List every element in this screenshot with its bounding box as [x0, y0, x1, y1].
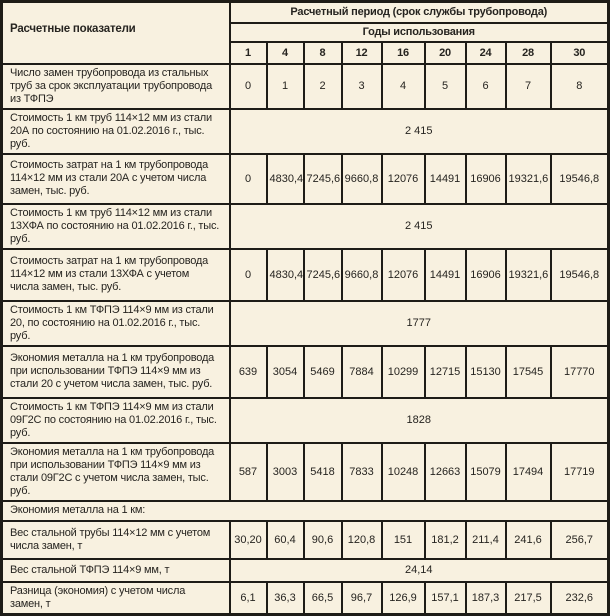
cell-value: 3: [342, 64, 382, 109]
cell-value: 7833: [342, 443, 382, 501]
table-row: [2, 249, 609, 301]
cell-value: 19546,8: [551, 154, 609, 204]
cell-value: 157,1: [425, 582, 466, 615]
merged-value: 1828: [230, 398, 609, 443]
cell-value: 12076: [382, 154, 425, 204]
cell-value: 217,5: [506, 582, 551, 615]
cell-value: 211,4: [466, 521, 506, 559]
row-label: Стоимость 1 км труб 114×12 мм из стали 20А по состоянию на 01.02.2016 г., тыс. руб.: [2, 109, 230, 154]
cell-value: 0: [230, 154, 267, 204]
row-label: Стоимость 1 км труб 114×12 мм из стали 13ХФА по состоянию на 01.02.2016 г., тыс. руб.: [2, 204, 230, 249]
table-row: [2, 154, 609, 204]
row-label: Стоимость 1 км ТФПЭ 114×9 мм из стали 09Г2С по состоянию на 01.02.2016 г., тыс. руб.: [2, 398, 230, 443]
cell-value: 5418: [304, 443, 342, 501]
cell-value: 6: [466, 64, 506, 109]
cell-value: 36,3: [267, 582, 304, 615]
years-header: Годы использования: [230, 23, 609, 42]
row-label: Стоимость затрат на 1 км трубопровода 114×12 мм из стали 13ХФА с учетом числа замен, тыс. руб.: [2, 249, 230, 301]
row-label: Вес стальной ТФПЭ 114×9 мм, т: [2, 559, 230, 582]
year-column-header: 28: [506, 42, 551, 64]
cell-value: 587: [230, 443, 267, 501]
cell-value: 126,9: [382, 582, 425, 615]
merged-value: 24,14: [230, 559, 609, 582]
cell-value: 4: [382, 64, 425, 109]
year-column-header: 20: [425, 42, 466, 64]
year-column-header: 12: [342, 42, 382, 64]
cell-value: 5469: [304, 346, 342, 398]
cell-value: 7245,6: [304, 154, 342, 204]
cell-value: 17770: [551, 346, 609, 398]
cell-value: 232,6: [551, 582, 609, 615]
year-column-header: 30: [551, 42, 609, 64]
table-header: [2, 2, 609, 64]
cell-value: 12663: [425, 443, 466, 501]
cell-value: 19546,8: [551, 249, 609, 301]
table-row: [2, 443, 609, 501]
cell-value: 90,6: [304, 521, 342, 559]
table-row: [2, 582, 609, 615]
cell-value: 10248: [382, 443, 425, 501]
cell-value: 6,1: [230, 582, 267, 615]
cell-value: 187,3: [466, 582, 506, 615]
year-column-header: 4: [267, 42, 304, 64]
cell-value: 7: [506, 64, 551, 109]
cell-value: 8: [551, 64, 609, 109]
cell-value: 12076: [382, 249, 425, 301]
cell-value: 15130: [466, 346, 506, 398]
row-label: Экономия металла на 1 км трубопровода при использовании ТФПЭ 114×9 мм из стали 20 с учетом числа замен, тыс. руб.: [2, 346, 230, 398]
cell-value: 30,20: [230, 521, 267, 559]
period-header: Расчетный период (срок службы трубопровода): [230, 2, 609, 23]
cell-value: 10299: [382, 346, 425, 398]
cell-value: 7245,6: [304, 249, 342, 301]
row-label: Вес стальной трубы 114×12 мм с учетом числа замен, т: [2, 521, 230, 559]
cell-value: 14491: [425, 154, 466, 204]
cell-value: 241,6: [506, 521, 551, 559]
corner-header: Расчетные показатели: [2, 2, 230, 64]
cell-value: 1: [267, 64, 304, 109]
merged-value: 2 415: [230, 109, 609, 154]
cell-value: 14491: [425, 249, 466, 301]
year-column-header: 8: [304, 42, 342, 64]
cell-value: 151: [382, 521, 425, 559]
cell-value: 5: [425, 64, 466, 109]
cell-value: 0: [230, 249, 267, 301]
cell-value: 17494: [506, 443, 551, 501]
row-label: Стоимость 1 км ТФПЭ 114×9 мм из стали 20, по состоянию на 01.02.2016 г., тыс. руб.: [2, 301, 230, 346]
cell-value: 9660,8: [342, 249, 382, 301]
cell-value: 15079: [466, 443, 506, 501]
row-label: Экономия металла на 1 км трубопровода при использовании ТФПЭ 114×9 мм из стали 09Г2С с учетом числа замен, тыс. руб.: [2, 443, 230, 501]
row-label: Стоимость затрат на 1 км трубопровода 114×12 мм из стали 20А с учетом числа замен, тыс. руб.: [2, 154, 230, 204]
year-column-header: 1: [230, 42, 267, 64]
year-column-header: 16: [382, 42, 425, 64]
cell-value: 4830,4: [267, 249, 304, 301]
cell-value: 3054: [267, 346, 304, 398]
cell-value: 256,7: [551, 521, 609, 559]
cell-value: 96,7: [342, 582, 382, 615]
cell-value: 17545: [506, 346, 551, 398]
header-row-period: [2, 2, 609, 23]
cell-value: 60,4: [267, 521, 304, 559]
cell-value: 639: [230, 346, 267, 398]
table-row: [2, 204, 609, 249]
row-label: Число замен трубопровода из стальных труб за срок эксплуатации трубопровода из ТФПЭ: [2, 64, 230, 109]
cell-value: 66,5: [304, 582, 342, 615]
table-row: [2, 559, 609, 582]
cell-value: 181,2: [425, 521, 466, 559]
cell-value: 12715: [425, 346, 466, 398]
cell-value: 120,8: [342, 521, 382, 559]
table-row: [2, 398, 609, 443]
section-label: Экономия металла на 1 км:: [2, 501, 609, 521]
cell-value: 4830,4: [267, 154, 304, 204]
cell-value: 9660,8: [342, 154, 382, 204]
row-label: Разница (экономия) с учетом числа замен, т: [2, 582, 230, 615]
table-row: [2, 301, 609, 346]
table-row: [2, 109, 609, 154]
cell-value: 7884: [342, 346, 382, 398]
cell-value: 2: [304, 64, 342, 109]
cell-value: 19321,6: [506, 249, 551, 301]
table-row: [2, 346, 609, 398]
table-row: [2, 501, 609, 521]
table-row: [2, 64, 609, 109]
merged-value: 2 415: [230, 204, 609, 249]
cell-value: 16906: [466, 154, 506, 204]
cell-value: 17719: [551, 443, 609, 501]
cell-value: 16906: [466, 249, 506, 301]
cell-value: 0: [230, 64, 267, 109]
cell-value: 19321,6: [506, 154, 551, 204]
year-column-header: 24: [466, 42, 506, 64]
cell-value: 3003: [267, 443, 304, 501]
table-row: [2, 521, 609, 559]
merged-value: 1777: [230, 301, 609, 346]
table-body: [2, 64, 609, 615]
